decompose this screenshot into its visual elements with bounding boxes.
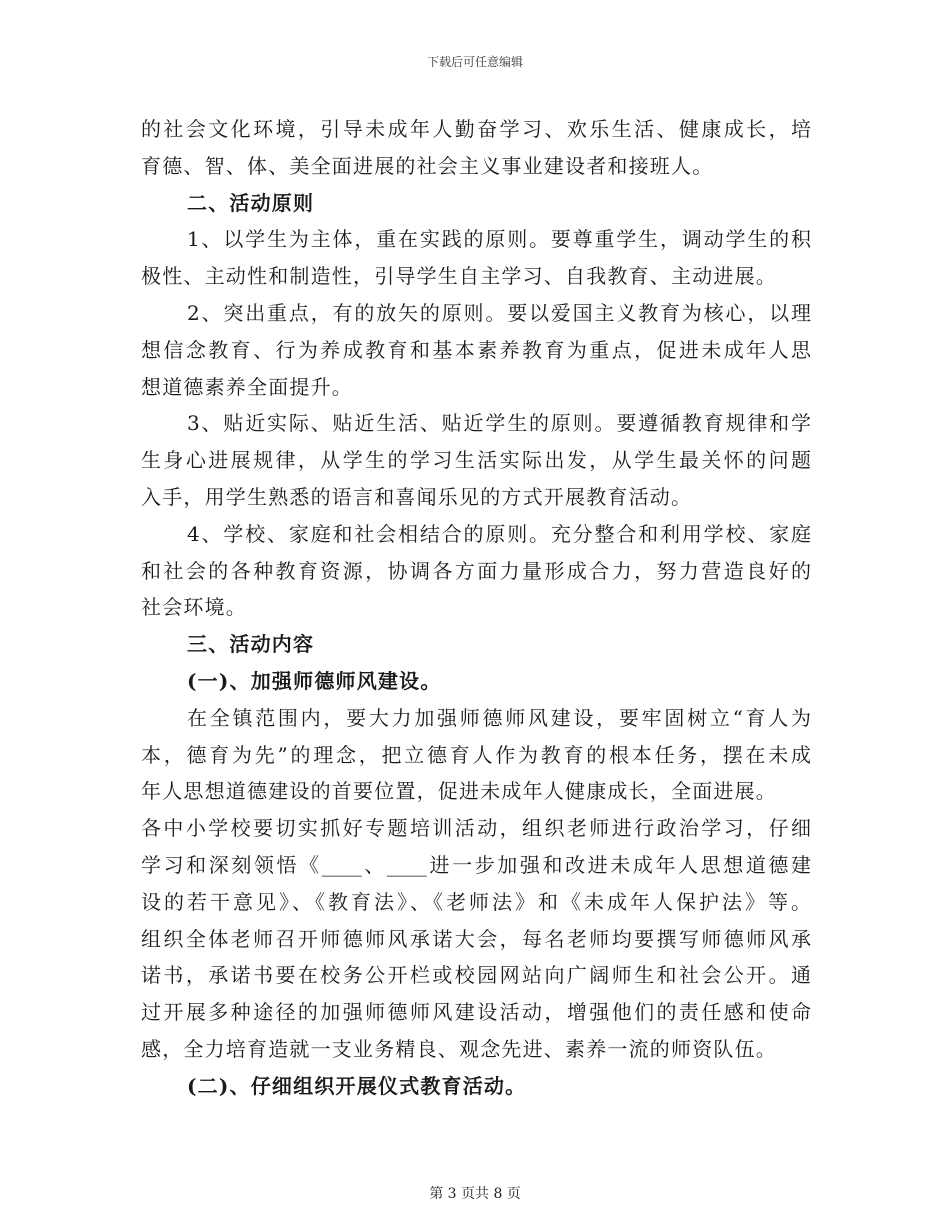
page-footer: 第 3 页共 8 页 <box>429 1186 521 1202</box>
text-line: 本，德育为先”的理念，把立德育人作为教育的根本任务，摆在未成 <box>141 742 811 767</box>
text-line: 3、贴近实际、贴近生活、贴近学生的原则。要遵循教育规律和学 <box>187 411 811 436</box>
section-heading: 二、活动原则 <box>187 190 315 215</box>
page-header: 下载后可任意编辑 <box>426 55 523 69</box>
text-line: 设的若干意见》、《教育法》、《老师法》和《未成年人保护法》等。 <box>141 889 811 914</box>
text-line: 极性、主动性和制造性，引导学生自主学习、自我教育、主动进展。 <box>141 264 777 289</box>
text-line: 诺书，承诺书要在校务公开栏或校园网站向广阔师生和社会公开。通 <box>141 963 811 988</box>
text-line: 1、以学生为主体，重在实践的原则。要尊重学生，调动学生的积 <box>187 227 811 252</box>
text-line: 各中小学校要切实抓好专题培训活动，组织老师进行政治学习，仔细 <box>141 816 811 841</box>
text-line: 入手，用学生熟悉的语言和喜闻乐见的方式开展教育活动。 <box>141 484 693 509</box>
document-body <box>141 111 811 1105</box>
text-line: 4、学校、家庭和社会相结合的原则。充分整合和利用学校、家庭 <box>187 521 811 546</box>
text-line: 和社会的各种教育资源，协调各方面力量形成合力，努力营造良好的 <box>141 558 811 583</box>
section-heading: 三、活动内容 <box>187 632 315 657</box>
text-line: 学习和深刻领悟《____、____进一步加强和改进未成年人思想道德建 <box>141 852 811 877</box>
text-line: 年人思想道德建设的首要位置，促进未成年人健康成长，全面进展。 <box>141 779 777 804</box>
text-line: 社会环境。 <box>141 595 247 620</box>
text-line: 育德、智、体、美全面进展的社会主义事业建设者和接班人。 <box>141 153 714 178</box>
text-line: 2、突出重点，有的放矢的原则。要以爱国主义教育为核心，以理 <box>187 300 811 325</box>
text-line: 组织全体老师召开师德师风承诺大会，每名老师均要撰写师德师风承 <box>141 926 811 951</box>
text-line: 生身心进展规律，从学生的学习生活实际出发，从学生最关怀的问题 <box>141 448 811 473</box>
text-line: 在全镇范围内，要大力加强师德师风建设，要牢固树立“育人为 <box>187 705 811 730</box>
text-line: 过开展多种途径的加强师德师风建设活动，增强他们的责任感和使命 <box>141 1000 811 1025</box>
section-heading: (二)、仔细组织开展仪式教育活动。 <box>187 1073 527 1098</box>
text-line: 想信念教育、行为养成教育和基本素养教育为重点，促进未成年人思 <box>141 337 811 362</box>
section-heading: (一)、加强师德师风建设。 <box>187 668 442 693</box>
text-line: 感，全力培育造就一支业务精良、观念先进、素养一流的师资队伍。 <box>141 1036 777 1061</box>
text-line: 想道德素养全面提升。 <box>141 374 353 399</box>
text-line: 的社会文化环境，引导未成年人勤奋学习、欢乐生活、健康成长，培 <box>141 117 811 141</box>
